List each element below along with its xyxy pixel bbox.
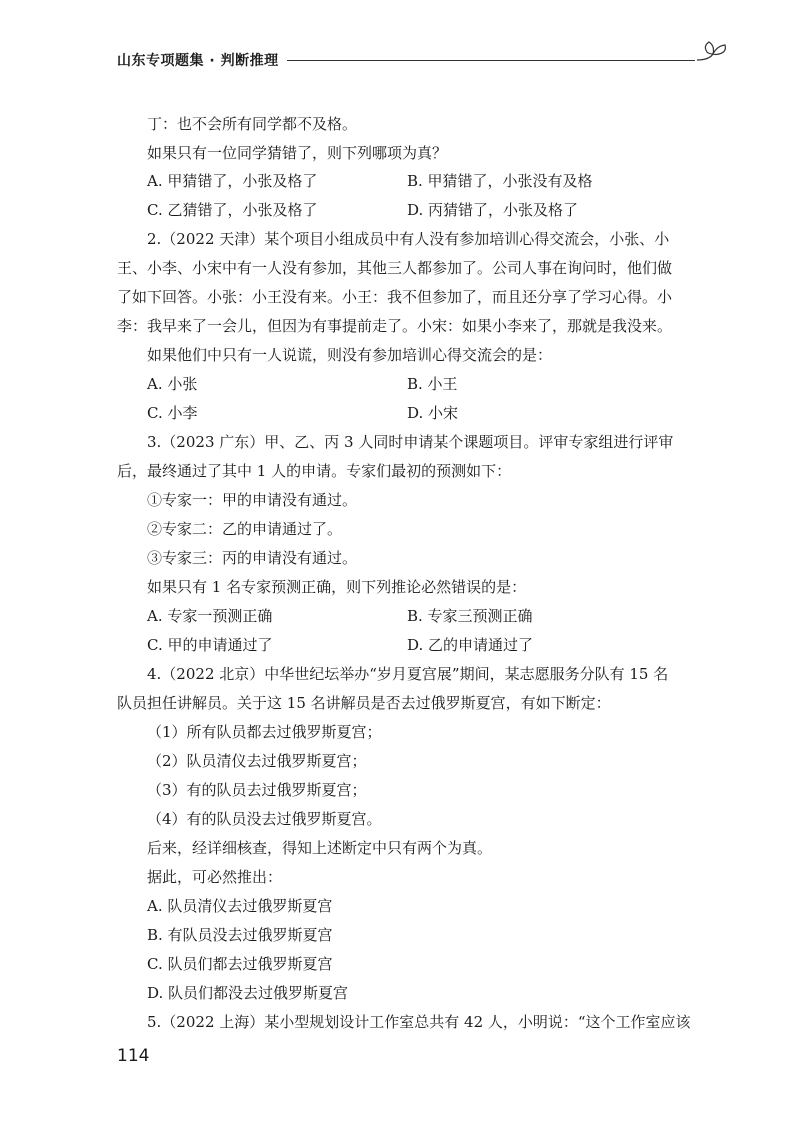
option-a: A. 甲猜错了，小张及格了 <box>147 172 318 190</box>
option-d: D. 乙的申请通过了 <box>407 636 534 654</box>
option-a: A. 小张 <box>147 375 198 393</box>
option-b: B. 甲猜错了，小张没有及格 <box>407 172 593 190</box>
page-number: 114 <box>117 1046 150 1066</box>
question-4-text: 4.（2022 北京）中华世纪坛举办“岁月夏宫展”期间，某志愿服务分队有 15 名 <box>147 665 669 683</box>
option-b: B. 小王 <box>407 375 458 393</box>
text-line: 后来，经详细核查，得知上述断定中只有两个为真。 <box>147 839 493 857</box>
sprout-icon <box>695 40 735 70</box>
text-line: （1）所有队员都去过俄罗斯夏宫； <box>147 723 382 741</box>
text-line: 了如下回答。小张：小王没有来。小王：我不但参加了，而且还分享了学习心得。小 <box>117 288 673 306</box>
text-line: 王、小李、小宋中有一人没有参加，其他三人都参加了。公司人事在询问时，他们做 <box>117 259 673 277</box>
text-line: （3）有的队员去过俄罗斯夏宫； <box>147 781 367 799</box>
question-2-text: 2.（2022 天津）某个项目小组成员中有人没有参加培训心得交流会，小张、小 <box>147 230 670 248</box>
option-b: B. 有队员没去过俄罗斯夏宫 <box>147 926 333 944</box>
header-rule <box>287 60 695 61</box>
question-5-text: 5.（2022 上海）某小型规划设计工作室总共有 42 人，小明说：“这个工作室应该 <box>147 1013 691 1031</box>
page-header <box>117 46 732 76</box>
option-d: D. 丙猜错了，小张及格了 <box>407 201 579 219</box>
option-d: D. 小宋 <box>407 404 459 422</box>
text-line: 如果他们中只有一人说谎，则没有参加培训心得交流会的是： <box>147 346 553 364</box>
option-c: C. 乙猜错了，小张及格了 <box>147 201 318 219</box>
text-line: ①专家一：甲的申请没有通过。 <box>147 491 358 509</box>
text-line: 李：我早来了一会儿，但因为有事提前走了。小宋：如果小李来了，那就是我没来。 <box>117 317 673 335</box>
text-line: 如果只有一位同学猜错了，则下列哪项为真？ <box>147 144 448 162</box>
text-line: ③专家三：丙的申请没有通过。 <box>147 549 358 567</box>
text-line: 后，最终通过了其中 1 人的申请。专家们最初的预测如下： <box>117 462 512 480</box>
option-c: C. 甲的申请通过了 <box>147 636 273 654</box>
text-line: 队员担任讲解员。关于这 15 名讲解员是否去过俄罗斯夏宫，有如下断定： <box>117 694 611 712</box>
option-d: D. 队员们都没去过俄罗斯夏宫 <box>147 984 349 1002</box>
option-c: C. 小李 <box>147 404 198 422</box>
text-line: （2）队员清仪去过俄罗斯夏宫； <box>147 752 367 770</box>
option-a: A. 专家一预测正确 <box>147 607 273 625</box>
text-line: （4）有的队员没去过俄罗斯夏宫。 <box>147 810 382 828</box>
text-line: 如果只有 1 名专家预测正确，则下列推论必然错误的是： <box>147 578 527 596</box>
header-title: 山东专项题集 · 判断推理 <box>117 53 279 69</box>
text-line: 据此，可必然推出： <box>147 868 283 886</box>
option-c: C. 队员们都去过俄罗斯夏宫 <box>147 955 333 973</box>
text-line: ②专家二：乙的申请通过了。 <box>147 520 343 538</box>
option-a: A. 队员清仪去过俄罗斯夏宫 <box>147 897 333 915</box>
option-b: B. 专家三预测正确 <box>407 607 533 625</box>
question-3-text: 3.（2023 广东）甲、乙、丙 3 人同时申请某个课题项目。评审专家组进行评审 <box>147 433 674 451</box>
text-line: 丁：也不会所有同学都不及格。 <box>147 115 358 133</box>
